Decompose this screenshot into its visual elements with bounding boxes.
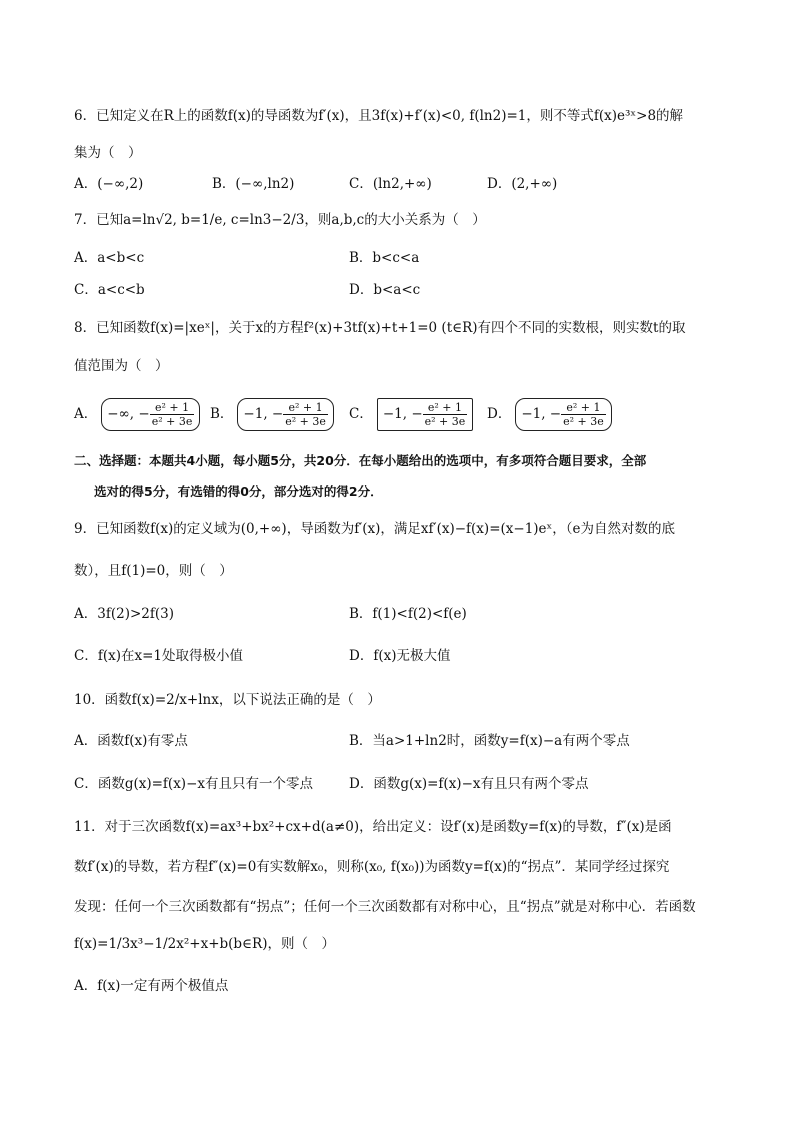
q8-option-d[interactable]	[487, 398, 612, 431]
q11-stem-line2: 数f′(x)的导数，若方程f″(x)=0有实数解x₀，则称(x₀, f(x₀))为函数y=f(x)的“拐点”．某同学经过探究	[74, 859, 670, 875]
q8-stem-line2: 值范围为（ ）	[74, 358, 169, 374]
q7-option-d[interactable]: D．b<a<c	[349, 282, 421, 298]
q8-option-c-label: C．	[349, 406, 373, 422]
q8-option-b-numerator: e² + 1	[283, 401, 328, 415]
q8-option-b-label: B．	[210, 406, 234, 422]
q9-option-a[interactable]: A．3f(2)>2f(3)	[74, 606, 174, 622]
q10-option-a[interactable]: A．函数f(x)有零点	[74, 733, 188, 749]
q8-option-d-interval	[515, 398, 611, 431]
q6-option-d[interactable]: D．(2,+∞)	[487, 176, 558, 192]
q8-option-c-interval	[377, 398, 473, 431]
q8-option-a-numerator: e² + 1	[150, 401, 195, 415]
q9-option-c[interactable]: C．f(x)在x=1处取得极小值	[74, 648, 243, 664]
q9-stem-line2: 数），且f(1)=0，则（ ）	[74, 563, 233, 579]
q7-stem: 7．已知a=ln√2, b=1/e, c=ln3−2/3，则a,b,c的大小关系为（ ）	[74, 212, 486, 228]
q8-option-b-fraction	[283, 401, 328, 428]
q8-option-d-left: −1, −	[521, 406, 562, 422]
q8-option-d-numerator: e² + 1	[561, 401, 606, 415]
q9-option-d[interactable]: D．f(x)无极大值	[349, 648, 451, 664]
q8-option-a-left: −∞, −	[107, 406, 150, 422]
q8-option-c-denominator: e² + 3e	[424, 415, 466, 428]
q11-stem-line4: f(x)=1/3x³−1/2x²+x+b(b∈R)，则（ ）	[74, 936, 335, 952]
q8-option-d-fraction	[561, 401, 606, 428]
q6-option-c[interactable]: C．(ln2,+∞)	[349, 176, 432, 192]
q10-option-c[interactable]: C．函数g(x)=f(x)−x有且只有一个零点	[74, 776, 313, 792]
q8-option-a[interactable]	[74, 398, 200, 431]
q9-stem-line1: 9．已知函数f(x)的定义域为(0,+∞)，导函数为f′(x)，满足xf′(x)−f(x)=(x−1)eˣ，（e为自然对数的底	[74, 521, 675, 537]
q6-option-a[interactable]: A．(−∞,2)	[74, 176, 144, 192]
q8-option-c-left: −1, −	[382, 406, 423, 422]
q8-stem-line1: 8．已知函数f(x)=|xeˣ|，关于x的方程f²(x)+3tf(x)+t+1=0 (t∈R)有四个不同的实数根，则实数t的取	[74, 320, 686, 336]
q10-option-d[interactable]: D．函数g(x)=f(x)−x有且只有两个零点	[349, 776, 589, 792]
q7-option-a[interactable]: A．a<b<c	[74, 250, 145, 266]
q7-option-b[interactable]: B．b<c<a	[349, 250, 420, 266]
q8-option-b-left: −1, −	[243, 406, 284, 422]
q9-option-b[interactable]: B．f(1)<f(2)<f(e)	[349, 606, 467, 622]
q6-stem-line2: 集为（ ）	[74, 145, 142, 161]
q8-option-b-interval	[237, 398, 333, 431]
section2-instructions-line1: 二、选择题：本题共4小题，每小题5分，共20分．在每小题给出的选项中，有多项符合题目要求，全部	[74, 453, 647, 468]
q10-option-b[interactable]: B．当a>1+ln2时，函数y=f(x)−a有两个零点	[349, 733, 630, 749]
q8-option-d-label: D．	[487, 406, 512, 422]
q8-option-a-label: A．	[74, 406, 98, 422]
q8-option-d-denominator: e² + 3e	[563, 415, 604, 428]
q8-option-b[interactable]	[210, 398, 334, 431]
q11-stem-line1: 11．对于三次函数f(x)=ax³+bx²+cx+d(a≠0)，给出定义：设f′(x)是函数y=f(x)的导数，f″(x)是函	[74, 819, 672, 835]
q8-option-a-denominator: e² + 3e	[151, 415, 193, 428]
q6-option-b[interactable]: B．(−∞,ln2)	[212, 176, 295, 192]
q8-option-c-fraction	[423, 401, 468, 428]
q8-option-c-numerator: e² + 1	[423, 401, 468, 415]
section2-instructions-line2: 选对的得5分，有选错的得0分，部分选对的得2分．	[94, 484, 383, 499]
q8-option-a-interval	[101, 398, 200, 431]
q8-option-b-denominator: e² + 3e	[285, 415, 326, 428]
q8-option-a-fraction	[150, 401, 195, 428]
q10-stem: 10．函数f(x)=2/x+lnx，以下说法正确的是（ ）	[74, 692, 381, 708]
q11-stem-line3: 发现：任何一个三次函数都有“拐点”；任何一个三次函数都有对称中心，且“拐点”就是对称中心．若函数	[74, 899, 696, 915]
q7-option-c[interactable]: C．a<c<b	[74, 282, 145, 298]
q8-option-c[interactable]	[349, 398, 473, 431]
q6-stem-line1: 6．已知定义在R上的函数f(x)的导函数为f′(x)，且3f(x)+f′(x)<0, f(ln2)=1，则不等式f(x)e³ˣ>8的解	[74, 108, 684, 124]
q11-option-a[interactable]: A．f(x)一定有两个极值点	[74, 978, 229, 994]
